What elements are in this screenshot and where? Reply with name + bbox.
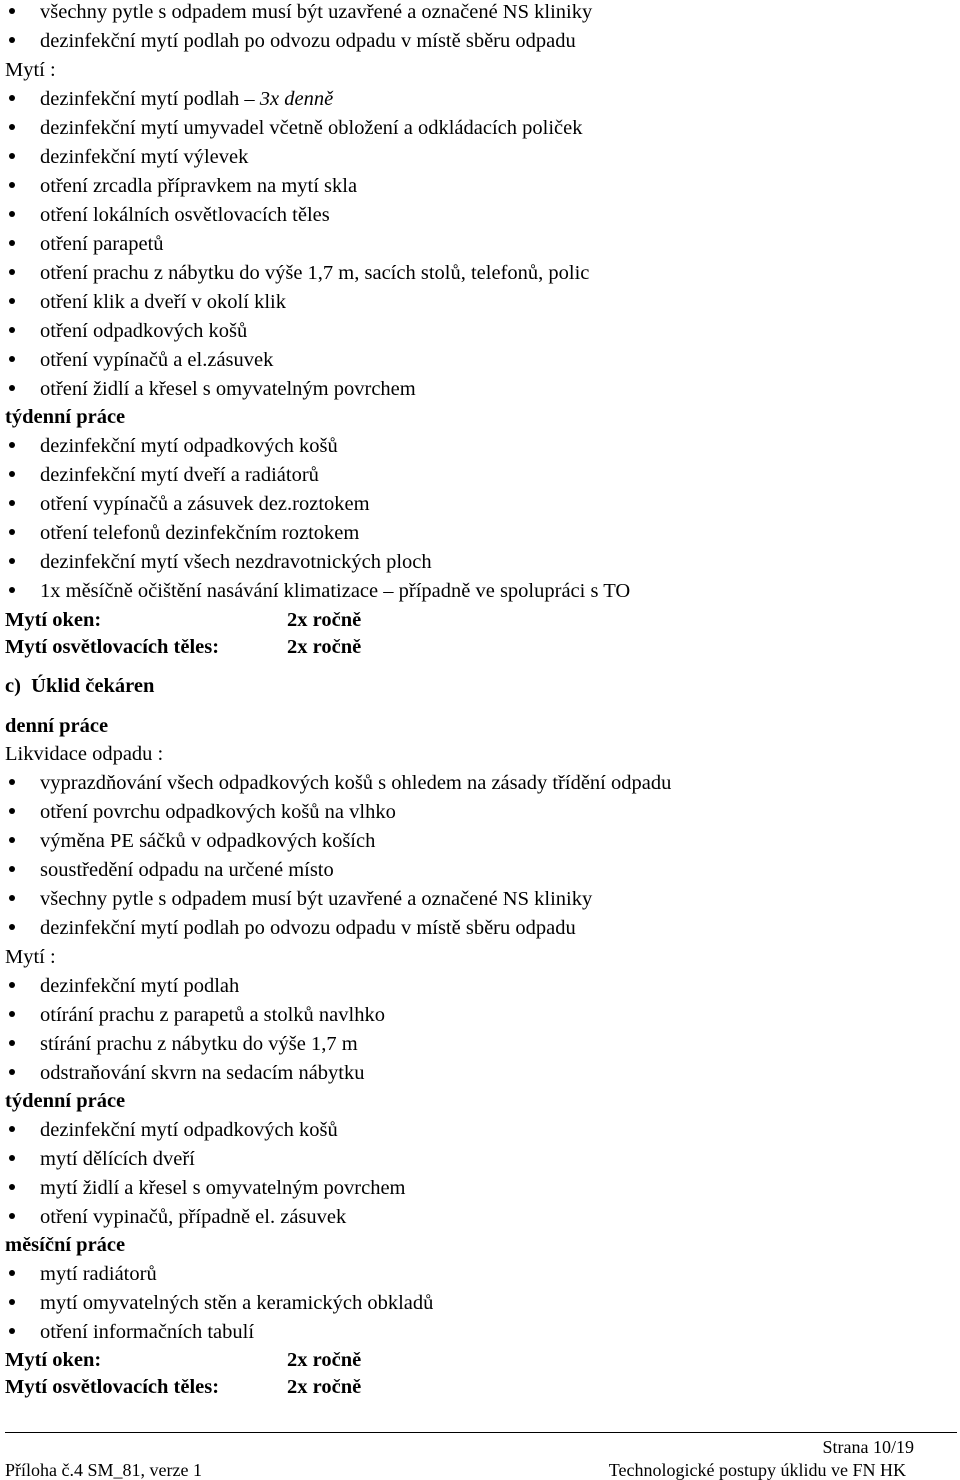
frequency-label: Mytí oken: [5,609,102,631]
footer-right-text: Technologické postupy úklidu ve FN HK [608,1460,906,1480]
section-heading: týdenní práce [5,1090,126,1112]
list-item: 1x měsíčně očištění nasávání klimatizace – případně ve spolupráci s TO [0,581,630,602]
frequency-value: 2x ročně [287,1349,362,1371]
list-item: mytí dělících dveří [0,1149,195,1170]
list-item: dezinfekční mytí podlah [0,976,239,997]
frequency-value: 2x ročně [287,1376,362,1398]
list-item: otření lokálních osvětlovacích těles [0,205,330,226]
list-item: výměna PE sáčků v odpadkových koších [0,831,375,852]
list-item: otření informačních tabulí [0,1322,254,1343]
list-item: dezinfekční mytí umyvadel včetně obložení a odkládacích poliček [0,118,582,139]
list-item: otření židlí a křesel s omyvatelným povrchem [0,379,416,400]
frequency-row [0,637,405,658]
section-label: Mytí : [5,946,56,968]
section-heading: denní práce [5,715,109,737]
footer-divider [5,1432,957,1433]
list-item: otření vypínačů a zásuvek dez.roztokem [0,494,370,515]
list-item: otření klik a dveří v okolí klik [0,292,286,313]
list-item: mytí radiátorů [0,1264,157,1285]
list-item: stírání prachu z nábytku do výše 1,7 m [0,1034,358,1055]
list-item: odstraňování skvrn na sedacím nábytku [0,1063,365,1084]
list-item: dezinfekční mytí podlah po odvozu odpadu v místě sběru odpadu [0,31,576,52]
list-item: otření povrchu odpadkových košů na vlhko [0,802,396,823]
frequency-value: 2x ročně [287,609,362,631]
list-item: otření vypinačů, případně el. zásuvek [0,1207,346,1228]
list-item: všechny pytle s odpadem musí být uzavřené a označené NS kliniky [0,2,592,23]
list-item: otření odpadkových košů [0,321,247,342]
frequency-label: Mytí oken: [5,1349,102,1371]
list-item: otření parapetů [0,234,164,255]
section-heading: týdenní práce [5,406,126,428]
list-item: otírání prachu z parapetů a stolků navlhko [0,1005,385,1026]
section-label: Mytí : [5,59,56,81]
frequency-row [0,1350,405,1371]
page-number: Strana 10/19 [822,1437,914,1457]
frequency-label: Mytí osvětlovacích těles: [5,1376,220,1398]
list-item: dezinfekční mytí odpadkových košů [0,436,338,457]
list-item: otření telefonů dezinfekčním roztokem [0,523,359,544]
list-item: soustředění odpadu na určené místo [0,860,334,881]
list-item-frequency: – 3x denně [244,88,334,110]
list-item [0,89,333,110]
frequency-label: Mytí osvětlovacích těles: [5,636,220,658]
section-label: Likvidace odpadu : [5,743,164,765]
list-item: otření prachu z nábytku do výše 1,7 m, sacích stolů, telefonů, polic [0,263,589,284]
list-item-text: dezinfekční mytí podlah [40,88,245,110]
list-item: dezinfekční mytí dveří a radiátorů [0,465,319,486]
section-heading: měsíční práce [5,1234,126,1256]
footer-left-text: Příloha č.4 SM_81, verze 1 [5,1460,202,1480]
list-item: mytí omyvatelných stěn a keramických obkladů [0,1293,433,1314]
list-item: dezinfekční mytí výlevek [0,147,248,168]
list-item: mytí židlí a křesel s omyvatelným povrchem [0,1178,406,1199]
list-item: otření vypínačů a el.zásuvek [0,350,273,371]
list-item: dezinfekční mytí podlah po odvozu odpadu v místě sběru odpadu [0,918,576,939]
frequency-value: 2x ročně [287,636,362,658]
list-item: otření zrcadla přípravkem na mytí skla [0,176,357,197]
list-item: dezinfekční mytí všech nezdravotnických ploch [0,552,432,573]
list-item: dezinfekční mytí odpadkových košů [0,1120,338,1141]
frequency-row [0,1377,405,1398]
list-item: vyprazdňování všech odpadkových košů s ohledem na zásady třídění odpadu [0,773,671,794]
list-item: všechny pytle s odpadem musí být uzavřené a označené NS kliniky [0,889,592,910]
frequency-row [0,610,405,631]
section-title: c) Úklid čekáren [5,675,155,697]
